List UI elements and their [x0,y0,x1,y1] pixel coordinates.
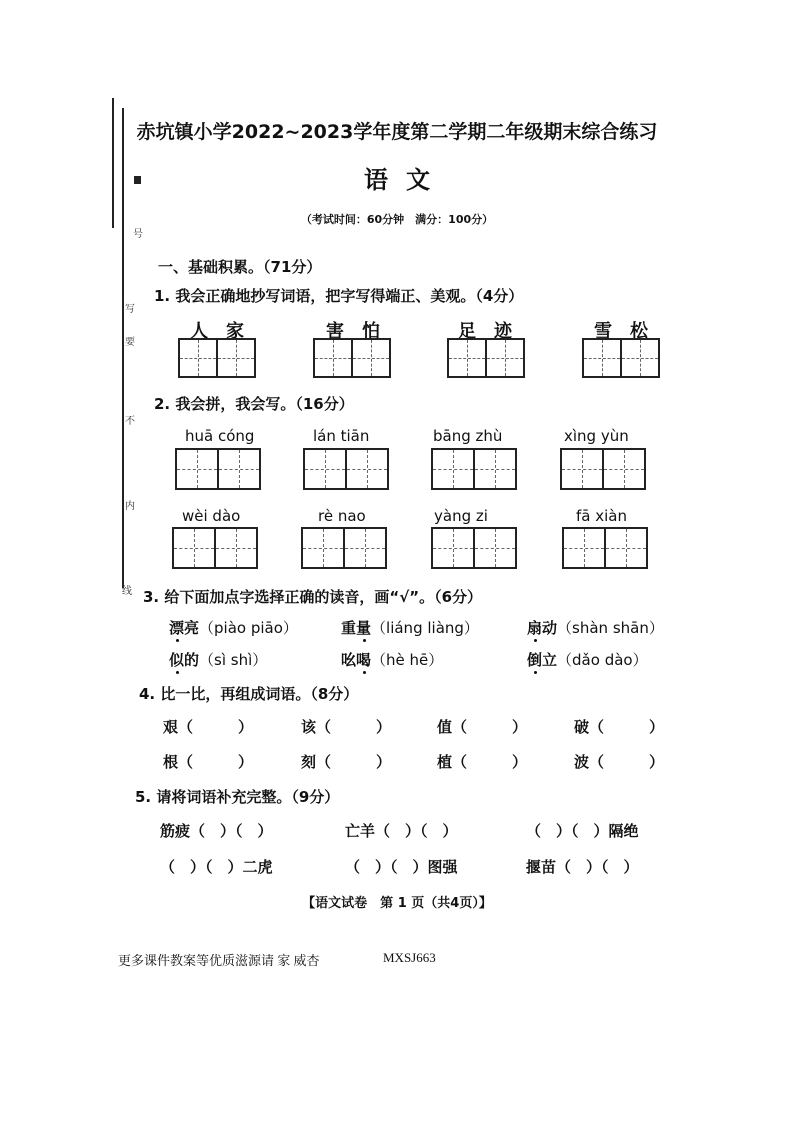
q3-item-5[interactable] [341,649,443,670]
q3-item-1-rest: 亮 [184,619,200,637]
q3-item-5-pre: 吆 [341,651,357,669]
q2-pinyin-3: bāng zhù [433,427,503,445]
q4-item-1[interactable]: 艰（ ） [163,718,254,736]
q1-grid-1[interactable] [178,338,256,378]
exam-title: 赤坑镇小学2022~2023学年度第二学期二年级期末综合练习 [136,121,658,143]
q1-word-4: 雪松 [594,321,666,342]
q4-item-5[interactable]: 根（ ） [163,753,254,771]
exam-info: （考试时间：60分钟 满分：100分） [300,213,494,226]
q4-item-4[interactable]: 破（ ） [574,718,665,736]
q4-item-8[interactable]: 波（ ） [574,753,665,771]
q3-item-2-dotted-char: 量 [356,619,372,637]
q3-item-2-pre: 重 [341,619,357,637]
margin-label-6: 线 [122,586,132,597]
margin-label-4: 不 [125,416,135,427]
q1-word-1: 人家 [190,321,262,342]
q2-pinyin-6: rè nao [318,507,366,525]
q4-item-7[interactable]: 植（ ） [437,753,528,771]
q3-item-6[interactable] [527,649,648,670]
q1-word-3: 足迹 [458,321,530,342]
q2-grid-5[interactable] [172,527,258,569]
q1-word-2: 害怕 [326,321,398,342]
q2-pinyin-1: huā cóng [185,427,255,445]
q3-prompt: 3. 给下面加点字选择正确的读音，画“√”。（6分） [143,588,483,606]
q2-pinyin-7: yàng zi [434,507,488,525]
q3-item-4-options: （sì shì） [199,651,268,669]
q2-grid-8[interactable] [562,527,648,569]
watermark-code: MXSJ663 [383,950,436,965]
subject-title: 语文 [364,166,448,194]
page-footer: 【语文试卷 第 1 页（共4页）】 [302,896,492,911]
q3-item-1-options: （piào piāo） [199,619,298,637]
q4-item-2[interactable]: 该（ ） [301,718,392,736]
q5-item-4[interactable]: （ ）（ ）二虎 [160,858,273,876]
q3-item-6-options: （dǎo dào） [557,651,648,669]
q2-grid-4[interactable] [560,448,646,490]
q2-prompt: 2. 我会拼，我会写。（16分） [154,395,354,413]
q4-prompt: 4. 比一比，再组成词语。（8分） [139,685,359,703]
q1-prompt: 1. 我会正确地抄写词语，把字写得端正、美观。（4分） [154,287,524,305]
q3-item-3-options: （shàn shān） [557,619,664,637]
q3-item-3-dotted-char: 扇 [527,619,543,637]
q2-grid-1[interactable] [175,448,261,490]
q3-item-1-dotted-char: 漂 [169,619,185,637]
q2-pinyin-8: fā xiàn [576,507,627,525]
q4-item-3[interactable]: 值（ ） [437,718,528,736]
q3-item-3-rest: 动 [542,619,558,637]
margin-label-1: 号 [133,229,143,240]
q2-grid-2[interactable] [303,448,389,490]
q5-prompt: 5. 请将词语补充完整。（9分） [135,788,340,806]
section-heading: 一、基础积累。（71分） [158,258,322,276]
q2-grid-6[interactable] [301,527,387,569]
q4-item-6[interactable]: 刻（ ） [301,753,392,771]
q2-grid-3[interactable] [431,448,517,490]
q3-item-2[interactable] [341,617,479,638]
q3-item-4-dotted-char: 似 [169,651,185,669]
q3-item-4-rest: 的 [184,651,200,669]
q2-grid-7[interactable] [431,527,517,569]
q5-item-6[interactable]: 揠苗（ ）（ ） [526,858,639,876]
q2-pinyin-4: xìng yùn [564,427,629,445]
q5-item-2[interactable]: 亡羊（ ）（ ） [345,822,458,840]
margin-label-2: 写 [125,304,135,315]
q3-item-5-dotted-char: 喝 [356,651,372,669]
watermark-text: 更多课件教案等优质滋源请 家 威杏 [118,953,320,968]
q2-pinyin-5: wèi dào [182,507,241,525]
q3-item-5-options: （hè hē） [371,651,444,669]
q3-item-6-dotted-char: 倒 [527,651,543,669]
q3-item-3[interactable] [527,617,664,638]
q3-item-1[interactable] [169,617,298,638]
q3-item-4[interactable] [169,649,267,670]
q5-item-1[interactable]: 筋疲（ ）（ ） [160,822,273,840]
q5-item-5[interactable]: （ ）（ ）图强 [345,858,458,876]
q1-grid-3[interactable] [447,338,525,378]
q3-item-6-rest: 立 [542,651,558,669]
q3-item-2-options: （liáng liàng） [371,619,479,637]
q1-grid-2[interactable] [313,338,391,378]
margin-label-5: 内 [125,501,135,512]
q1-grid-4[interactable] [582,338,660,378]
margin-label-3: 要 [125,337,135,348]
q2-pinyin-2: lán tiān [313,427,370,445]
q5-item-3[interactable]: （ ）（ ）隔绝 [526,822,639,840]
